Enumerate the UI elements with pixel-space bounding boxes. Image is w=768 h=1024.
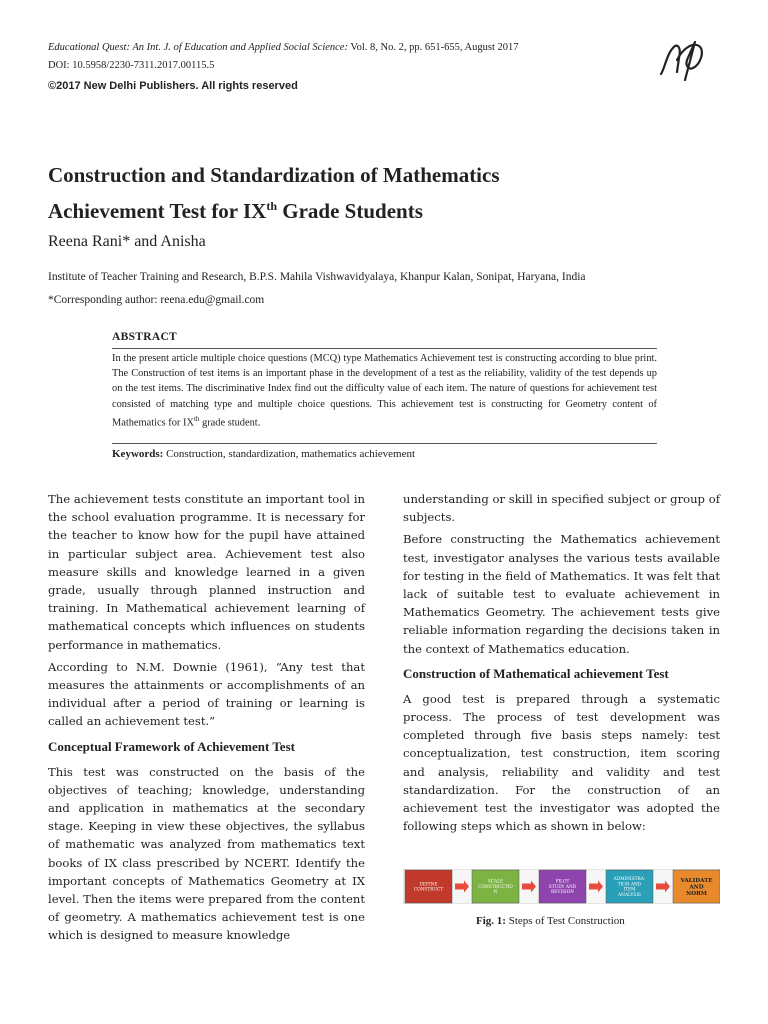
abstract-end: grade student. <box>199 417 261 429</box>
paragraph: According to N.M. Downie (1961), “Any test that measures the attainments or accomplishments of an individual after a period of training or learning is called an achievement test.” <box>48 659 365 729</box>
journal-citation <box>48 42 608 53</box>
left-column <box>48 490 365 949</box>
journal-volume: Vol. 8, No. 2, pp. 651-655, August 2017 <box>347 42 519 53</box>
step-label: DEFINE <box>419 882 438 888</box>
keywords-text: Construction, standardization, mathematics achievement <box>163 448 416 460</box>
paragraph: understanding or skill in specified subject or group of subjects. <box>403 492 720 525</box>
copyright: ©2017 New Delhi Publishers. All rights reserved <box>48 80 298 92</box>
step-label: STUDY AND <box>548 884 577 890</box>
figure-caption-label: Fig. 1: <box>476 915 506 927</box>
step-label: AND <box>689 884 704 891</box>
abstract-rule-top <box>112 348 657 349</box>
step-label: REVISION <box>550 890 575 896</box>
paragraph: A good test is prepared through a systematic process. The process of test development was completed through five basis steps namely: test conceptualization, test construction, item scoring and analysis, reliability and validity and test standardization. For the construction of an achievement test the investigator was adopted the following steps which as shown in below: <box>403 691 720 834</box>
abstract-superscript: th <box>193 414 200 423</box>
doi[interactable]: DOI: 10.5958/2230-7311.2017.00115.5 <box>48 60 215 71</box>
step-label: NORM <box>686 890 707 897</box>
keywords-label: Keywords: <box>112 448 164 460</box>
journal-name: Educational Quest: An Int. J. of Education and Applied Social Science: <box>48 42 348 53</box>
abstract-text <box>112 351 657 430</box>
figure-caption-text: Steps of Test Construction <box>505 915 625 927</box>
authors: Reena Rani* and Anisha <box>48 233 206 250</box>
paragraph: The achievement tests constitute an important tool in the school evaluation programme. It is necessary for the teacher to know how for the pupil have attained in particular subject area. Achievement test also measure skills and knowledge learned in a given grade, usually through planned instruction and training. In Mathematical achievement learning of mathematical concepts which influences on students performance in mathematics. <box>48 492 365 652</box>
test-construction-figure <box>403 869 720 904</box>
title-line-2-suffix: Grade Students <box>277 199 423 223</box>
step-label: N <box>493 890 498 896</box>
abstract-main: In the present article multiple choice questions (MCQ) type Mathematics Achievement test is constructing according to blue print. The Construction of test items is an important phase in the development of a test as the reliability, validity of the test depends up on the test items. The discriminative Index find out the difficulty value of each item. The nature of questions for achievement test consisted of matching type and multiple choice questions. This achievement test is constructing for Geometry content of Mathematics for IX <box>112 353 657 429</box>
section-heading: Construction of Mathematical achievement Test <box>403 665 669 681</box>
affiliation: Institute of Teacher Training and Research, B.P.S. Mahila Vishwavidyalaya, Khanpur Kalan, Sonipat, Haryana, India <box>48 271 586 283</box>
step-label: CONSTRUCTIO <box>478 884 513 890</box>
step-label: VALIDATE <box>680 877 713 884</box>
publisher-logo <box>655 38 720 83</box>
step-label: TION AND <box>617 882 642 888</box>
title-line-2-prefix: Achievement Test for IX <box>48 199 267 223</box>
article-title <box>48 160 648 227</box>
step-label: SCALE <box>487 879 504 885</box>
step-label: ANALYSIS <box>618 892 641 898</box>
right-column <box>403 490 720 839</box>
title-superscript: th <box>266 199 278 213</box>
step-label: CONSTRUCT <box>413 887 444 893</box>
keywords <box>112 448 415 460</box>
abstract-heading: ABSTRACT <box>112 331 178 343</box>
title-line-2 <box>48 191 648 227</box>
step-label: ADMINISTRA- <box>613 876 646 882</box>
section-heading: Conceptual Framework of Achievement Test <box>48 738 295 754</box>
step-label: ITEM <box>623 887 636 893</box>
step-label: PILOT <box>555 879 570 885</box>
paragraph: This test was constructed on the basis of the objectives of teaching; knowledge, understanding and application in mathematics at the secondary stage. Keeping in view these objectives, the syllabus of mathematic was analyzed from mathematics text books of IX class prescribed by NCERT. Identify the important concepts of Mathematics Geometry at IX level. Then the items were prepared from the content of geometry. A mathematics achievement test is one which is designed to measure knowledge <box>48 764 365 943</box>
abstract-rule-bottom <box>112 443 657 444</box>
paragraph: Before constructing the Mathematics achievement test, investigator analyses the various tests available for testing in the field of Mathematics. It was felt that lack of suitable test to evaluate achievement in Mathematics Geometry. The achievement tests give reliable information regarding the decisions taken in the context of Mathematics education. <box>403 532 720 656</box>
corresponding-author: *Corresponding author: reena.edu@gmail.com <box>48 294 265 306</box>
title-line-1: Construction and Standardization of Mathematics <box>48 163 500 187</box>
figure-caption <box>476 915 625 927</box>
